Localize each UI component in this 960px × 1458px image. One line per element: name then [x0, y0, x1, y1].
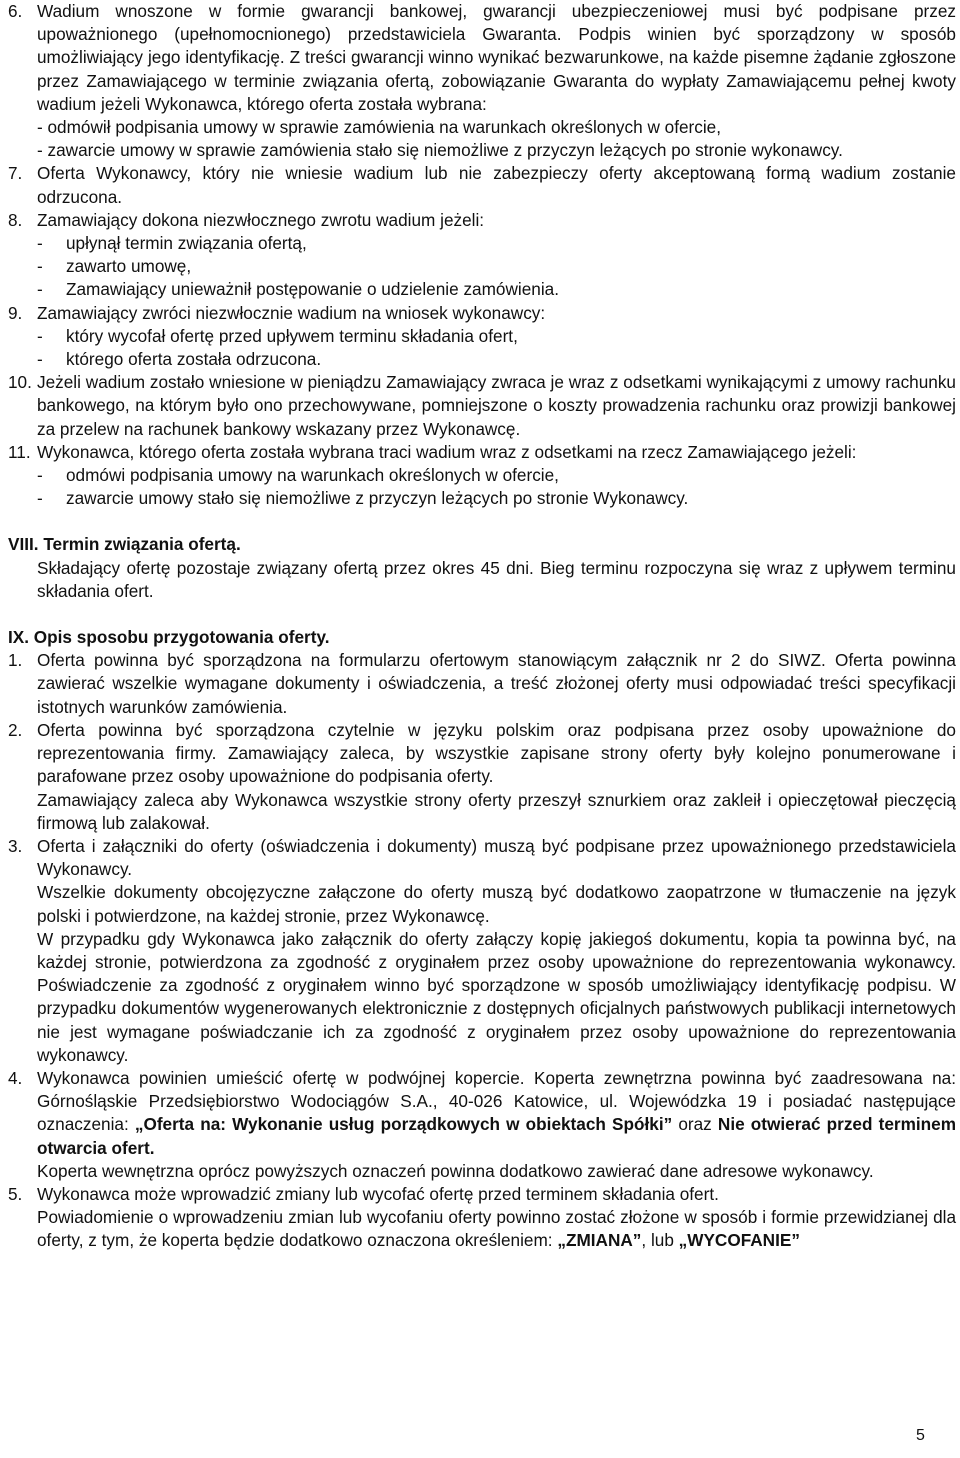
- paragraph: Koperta wewnętrzna oprócz powyższych oznaczeń powinna dodatkowo zawierać dane adresowe wykonawcy.: [37, 1160, 874, 1181]
- paragraph: Wadium wnoszone w formie gwarancji bankowej, gwarancji ubezpieczeniowej musi być podpisane przez upoważnionego (upełnomocnionego) przedstawiciela Gwaranta. Podpis winien być sporządzony w sposób umożliwiający jego identyfikację. Z treści gwarancji winno wynikać bezwarunkowe, na każde pisemne żądanie zgłoszone przez Zamawiającego w terminie związania ofertą, zobowiązanie Gwaranta do wypłaty Zamawiającemu pełnej kwoty wadium jeżeli Wykonawca, którego oferta została wybrana:: [37, 1, 956, 114]
- paragraph: Zamawiający dokona niezwłocznego zwrotu wadium jeżeli:: [37, 209, 485, 230]
- dash-marker: -: [37, 325, 43, 346]
- paragraph: Zamawiający zwróci niezwłocznie wadium na wniosek wykonawcy:: [37, 302, 546, 323]
- bold-run: „ZMIANA”: [557, 1230, 642, 1251]
- dash-item: [37, 232, 956, 255]
- ix-item-5: [8, 1183, 956, 1253]
- dash-marker: -: [37, 349, 43, 370]
- list-item-7: [8, 162, 956, 208]
- paragraph: Zamawiający zaleca aby Wykonawca wszystkie strony oferty przeszył sznurkiem oraz zakleił i opieczętował pieczęcią firmową lub zalakował.: [37, 789, 956, 833]
- section-paragraph: Składający ofertę pozostaje związany ofertą przez okres 45 dni. Bieg terminu rozpoczyna się wraz z upływem terminu składania ofert.: [37, 557, 956, 601]
- paragraph: [37, 1206, 956, 1252]
- item-number: 8.: [8, 209, 23, 230]
- item-number: 4.: [8, 1067, 23, 1088]
- ix-item-1: [8, 649, 956, 719]
- text-run: oraz: [672, 1114, 718, 1135]
- page-number: 5: [916, 1427, 925, 1444]
- item-number: 7.: [8, 163, 23, 184]
- dash-text: Zamawiający unieważnił postępowanie o udzielenie zamówienia.: [66, 279, 559, 300]
- ix-item-3: [8, 835, 956, 1067]
- paragraph: Oferta powinna być sporządzona czytelnie w języku polskim oraz podpisana przez osoby upoważnione do reprezentowania firmy. Zamawiający zaleca, by wszystkie zapisane strony oferty były kolejno ponumerowane i parafowane przez osoby upoważnione do podpisania oferty.: [37, 719, 956, 787]
- ix-item-4: [8, 1067, 956, 1183]
- list-item-11: [8, 441, 956, 511]
- paragraph: [37, 1067, 956, 1160]
- dash-text: zawarto umowę,: [66, 256, 192, 277]
- bold-run: „WYCOFANIE”: [678, 1230, 800, 1251]
- paragraph: - odmówił podpisania umowy w sprawie zamówienia na warunkach określonych w ofercie,: [37, 117, 721, 138]
- dash-marker: -: [37, 465, 43, 486]
- text-run: Powiadomienie o wprowadzeniu zmian lub wycofaniu oferty powinno zostać złożone w sposób i formie przewidzianej dla oferty, z tym, że koperta będzie dodatkowo oznaczona określeniem:: [37, 1207, 956, 1251]
- dash-marker: -: [37, 279, 43, 300]
- paragraph: Oferta powinna być sporządzona na formularzu ofertowym stanowiącym załącznik nr 2 do SIWZ. Oferta powinna zawierać wszelkie wymagane dokumenty i oświadczenia, a treść złożonej oferty musi odpowiadać treści specyfikacji istotnych warunków zamówienia.: [37, 650, 956, 717]
- paragraph: Wykonawca może wprowadzić zmiany lub wycofać ofertę przed terminem składania ofert.: [37, 1183, 719, 1204]
- item-number: 3.: [8, 835, 23, 856]
- item-number: 5.: [8, 1183, 23, 1204]
- dash-text: -: [37, 140, 48, 161]
- text-run: Wykonawca powinien umieścić ofertę w podwójnej kopercie. Koperta zewnętrzna powinna być zaadresowana na: Górnośląskie Przedsiębiorstwo Wodociągów S.A., 40-026 Katowice, ul. Wojewódzka 19 i posiadać następujące oznaczenia:: [37, 1067, 956, 1135]
- paragraph: Oferta i załączniki do oferty (oświadczenia i dokumenty) muszą być podpisane przez upoważnionego przedstawiciela Wykonawcy.: [37, 835, 956, 880]
- paragraph: Wszelkie dokumenty obcojęzyczne załączone do oferty muszą być dodatkowo zaopatrzone w tłumaczenie na język polski i potwierdzone, na każdej stronie, przez Wykonawcę.: [37, 882, 956, 926]
- dash-text: zawarcie umowy w sprawie zamówienia stało się niemożliwe z przyczyn leżących po stronie wykonawcy.: [47, 140, 843, 161]
- paragraph: Wykonawca, którego oferta została wybrana traci wadium wraz z odsetkami na rzecz Zamawiającego jeżeli:: [37, 441, 857, 462]
- item-number: 9.: [8, 302, 23, 323]
- paragraph: W przypadku gdy Wykonawca jako załącznik do oferty załączy kopię jakiegoś dokumentu, kopia ta powinna być, na każdej stronie, potwierdzona za zgodność z oryginałem przez osoby upoważnione do reprezentowania wykonawcy. Poświadczenie za zgodność z oryginałem winno być sporządzone w sposób umożliwiający identyfikację podpisu. W przypadku dokumentów wygenerowanych elektronicznie z dostępnych oficjalnych państwowych publikacji internetowych nie jest wymagane poświadczanie ich za zgodność z oryginałem przez osoby upoważnione do reprezentowania wykonawcy.: [37, 928, 956, 1065]
- dash-item: [37, 139, 956, 162]
- document-body: [8, 0, 956, 1253]
- text-run: , lub: [641, 1230, 679, 1251]
- ix-item-2: [8, 719, 956, 835]
- list-item-8: [8, 209, 956, 302]
- section-heading-ix: IX. Opis sposobu przygotowania oferty.: [8, 627, 330, 648]
- dash-item: [37, 464, 956, 487]
- item-number: 11.: [8, 441, 31, 462]
- dash-marker: -: [37, 233, 43, 254]
- bold-run: Nie otwierać przed terminem otwarcia ofert.: [37, 1114, 956, 1158]
- dash-item: [37, 278, 956, 301]
- dash-item: [37, 487, 956, 510]
- dash-text: którego oferta została odrzucona.: [66, 349, 322, 370]
- dash-marker: -: [37, 256, 43, 277]
- item-number: 10.: [8, 372, 32, 393]
- dash-text: zawarcie umowy stało się niemożliwe z przyczyn leżących po stronie Wykonawcy.: [66, 488, 689, 509]
- dash-text: odmówi podpisania umowy na warunkach określonych w ofercie,: [66, 465, 559, 486]
- list-item-10: [8, 371, 956, 441]
- dash-marker: -: [37, 488, 43, 509]
- item-number: 1.: [8, 650, 23, 671]
- dash-item: [37, 325, 956, 348]
- bold-run: „Oferta na: Wykonanie usług porządkowych w obiektach Spółki”: [134, 1114, 673, 1135]
- paragraph: Oferta Wykonawcy, który nie wniesie wadium lub nie zabezpieczy oferty akceptowaną formą wadium zostanie odrzucona.: [37, 163, 956, 207]
- list-item-9: [8, 302, 956, 372]
- dash-item: [37, 255, 956, 278]
- dash-item: [37, 348, 956, 371]
- item-number: 2.: [8, 719, 23, 740]
- paragraph: Jeżeli wadium zostało wniesione w pieniądzu Zamawiający zwraca je wraz z odsetkami wynikającymi z umowy rachunku bankowego, na którym było ono przechowywane, pomniejszone o koszty prowadzenia rachunku oraz prowizji bankowej za przelew na rachunek bankowy wskazany przez Wykonawcę.: [37, 372, 956, 439]
- list-item-6: [8, 0, 956, 162]
- item-number: 6.: [8, 1, 23, 21]
- section-heading-viii: VIII. Termin związania ofertą.: [8, 534, 241, 555]
- dash-text: upłynął termin związania ofertą,: [66, 233, 307, 254]
- dash-text: który wycofał ofertę przed upływem terminu składania ofert,: [66, 325, 518, 346]
